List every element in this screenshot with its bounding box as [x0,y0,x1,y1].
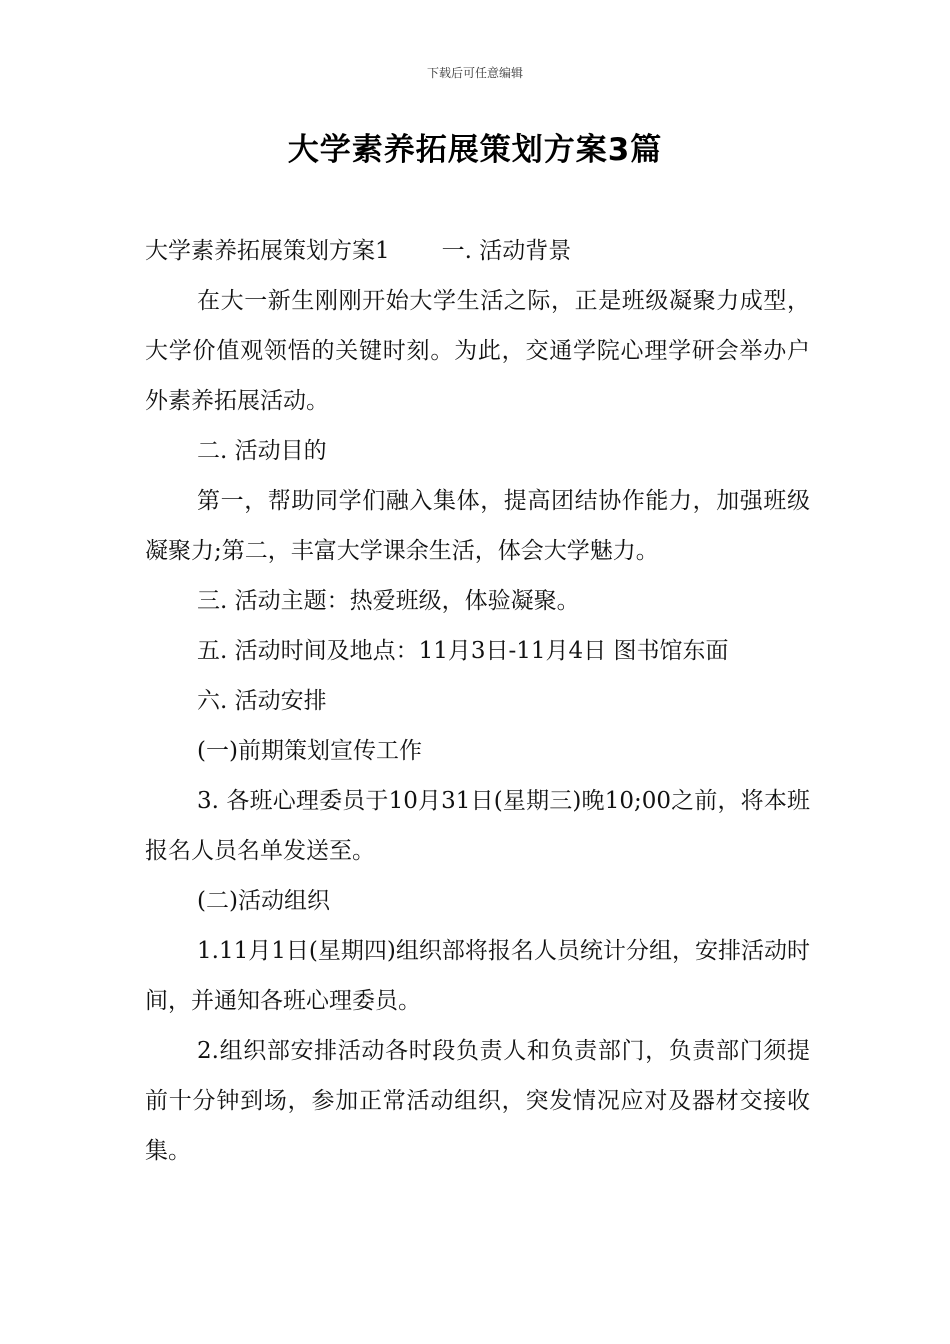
subtitle-text: 大学素养拓展策划方案1 [145,238,390,264]
paragraph-intro [145,226,810,276]
paragraph: 3. 各班心理委员于10月31日(星期三)晚10;00之前，将本班报名人员名单发送至。 [145,788,810,864]
paragraph: 2.组织部安排活动各时段负责人和负责部门，负责部门须提前十分钟到场，参加正常活动组织，突发情况应对及器材交接收集。 [145,1038,810,1164]
subsection-heading: (二)活动组织 [197,888,330,914]
document-title: 大学素养拓展策划方案3篇 [287,132,663,168]
section-heading: 一. 活动背景 [441,238,572,264]
paragraph: 在大一新生刚刚开始大学生活之际，正是班级凝聚力成型，大学价值观领悟的关键时刻。为此，交通学院心理学研会举办户外素养拓展活动。 [145,288,810,414]
header-note: 下载后可任意编辑 [426,66,523,80]
section-heading: 三. 活动主题：热爱班级，体验凝聚。 [197,588,580,614]
section-heading: 五. 活动时间及地点：11月3日-11月4日 图书馆东面 [197,638,729,664]
section-heading: 六. 活动安排 [197,688,327,714]
subsection-heading: (一)前期策划宣传工作 [197,738,422,764]
paragraph: 第一，帮助同学们融入集体，提高团结协作能力，加强班级凝聚力;第二，丰富大学课余生活，体会大学魅力。 [145,488,810,564]
document-body [145,226,810,1176]
section-heading: 二. 活动目的 [197,438,327,464]
paragraph: 1.11月1日(星期四)组织部将报名人员统计分组，安排活动时间，并通知各班心理委员。 [145,938,810,1014]
